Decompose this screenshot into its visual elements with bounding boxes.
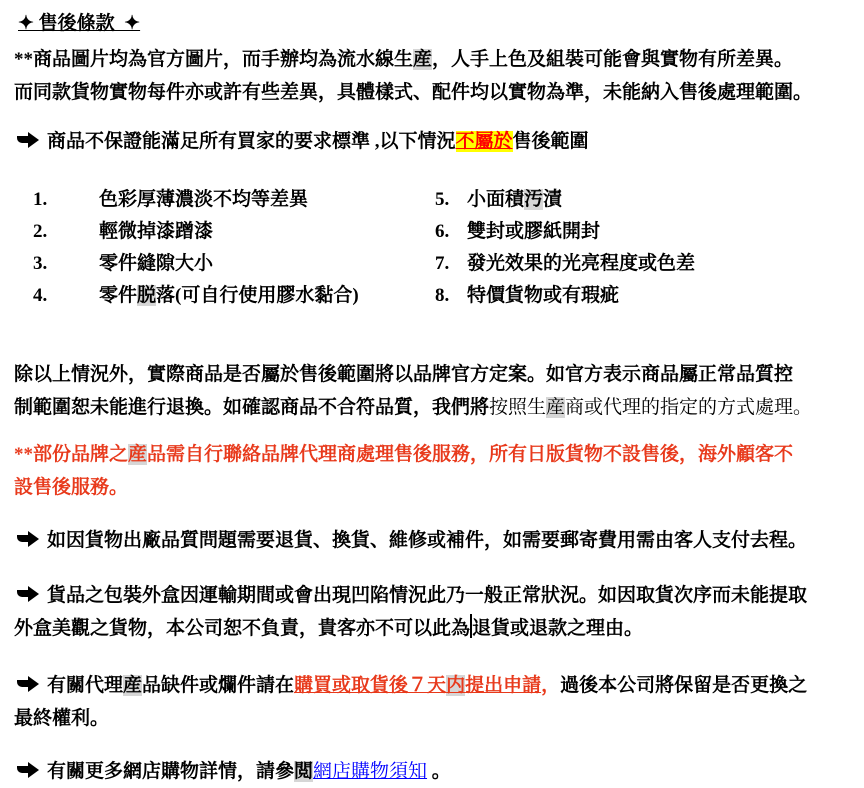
text-run: 貨品之包裝外盒因運輸期間或會出現凹陷情況此乃一般正常狀況。如因取貨次序而未能提取	[47, 585, 808, 606]
paragraph-return-postage	[14, 524, 850, 557]
substituted-char: 産	[123, 675, 143, 696]
list-number: 6.	[435, 221, 450, 242]
list-item-text	[467, 248, 695, 280]
text-run: 過後本公司將保留是否更換之	[560, 675, 808, 696]
text-run: 落(可自行使用膠水黏合)	[156, 285, 359, 306]
paragraph-official-images	[14, 43, 850, 109]
text-run: 特價貨物或有瑕疵	[467, 285, 620, 306]
list-item	[435, 216, 850, 248]
red-underlined-text: 提出申請	[465, 675, 542, 696]
text-run: 發光效果的光亮程度或色差	[467, 253, 696, 274]
list-item	[435, 280, 850, 312]
text-run: 雙封或膠紙開封	[467, 221, 601, 242]
list-number: 4.	[33, 285, 48, 306]
exclusions-list	[14, 184, 850, 312]
list-number: 2.	[33, 221, 48, 242]
substituted-char: 産	[546, 397, 566, 418]
paragraph-box-dents	[14, 579, 850, 645]
red-text-run: 設售後服務。	[14, 477, 129, 498]
text-run: 外盒美觀之貨物，本公司恕不負責，貴客亦不可以此為	[14, 618, 471, 639]
page-title	[18, 8, 850, 35]
text-run: 售後範圍	[512, 131, 589, 152]
list-item-text	[467, 280, 619, 312]
list-item-text	[467, 184, 562, 216]
arrow-icon	[14, 531, 40, 548]
text-run: **商品圖片均為官方圖片，而手辦均為流水線生	[14, 49, 414, 70]
paragraph-brand-agent-red-note	[14, 438, 850, 504]
list-number: 7.	[435, 253, 450, 274]
substituted-char: 脱	[137, 285, 157, 306]
paragraph-more-info-link	[14, 755, 850, 788]
list-item	[435, 248, 850, 280]
list-item	[33, 280, 435, 312]
text-run: 制範圍恕未能進行退換。如確認商品不合符品質，我們將	[14, 397, 490, 418]
text-run: ，人手上色及組裝可能會與實物有所差異。	[432, 49, 794, 70]
red-underlined-text: 購買或取貨後７天	[294, 675, 447, 696]
substituted-char-red: 産	[128, 444, 148, 465]
paragraph-brand-decision	[14, 358, 850, 424]
text-run: 漬	[543, 189, 563, 210]
text-run: 色彩厚薄濃淡不均等差異	[99, 189, 309, 210]
list-item-text	[99, 216, 213, 248]
list-number: 5.	[435, 189, 450, 210]
text-run: 而同款貨物實物每件亦或許有些差異，具體樣式、配件均以實物為準，未能納入售後處理範圍。	[14, 82, 813, 103]
paragraph-not-covered-intro	[14, 125, 850, 158]
list-item	[33, 216, 435, 248]
substituted-char-red-underlined: 内	[446, 675, 466, 696]
list-item-text	[99, 280, 359, 312]
text-run: 。	[427, 761, 451, 782]
text-run: 如因貨物出廠品質問題需要退貨、換貨、維修或補件，如需要郵寄費用需由客人支付去程。	[47, 530, 808, 551]
shop-notice-link[interactable]: 網店購物須知	[313, 761, 428, 782]
substituted-char: 産	[413, 49, 433, 70]
list-number: 8.	[435, 285, 450, 306]
red-text-run: ，	[541, 675, 561, 696]
text-run: 最終權利。	[14, 708, 110, 729]
exclusions-list-right	[435, 184, 850, 312]
exclusions-list-left	[14, 184, 435, 312]
arrow-icon	[14, 586, 40, 603]
text-run: 品缺件或爛件請在	[142, 675, 295, 696]
text-run-light: 按照生	[489, 397, 547, 418]
list-item	[33, 184, 435, 216]
arrow-icon	[14, 762, 40, 779]
text-run: 小面積	[467, 189, 525, 210]
text-run: 零件縫隙大小	[99, 253, 214, 274]
text-run: 輕微掉漆蹭漆	[99, 221, 214, 242]
arrow-icon	[14, 676, 40, 693]
text-run: 有關更多網店購物詳情，請參	[47, 761, 295, 782]
text-run-light: 商或代理的指定的方式處理。	[565, 397, 813, 418]
arrow-icon	[14, 132, 40, 149]
text-run: 有關代理	[47, 675, 124, 696]
list-item	[33, 248, 435, 280]
text-run: 商品不保證能滿足所有買家的要求標準 ,以下情況	[47, 131, 456, 152]
list-item-text	[467, 216, 600, 248]
list-number: 1.	[33, 189, 48, 210]
substituted-char: 汚	[524, 189, 544, 210]
red-text-run: 品需自行聯絡品牌代理商處理售後服務，所有日版貨物不設售後，海外顧客不	[147, 444, 794, 465]
substituted-char: 閲	[294, 761, 314, 782]
list-item	[435, 184, 850, 216]
paragraph-7-day-claim	[14, 669, 850, 735]
text-run: 退貨或退款之理由。	[472, 618, 644, 639]
list-item-text	[99, 248, 213, 280]
text-run: ✦ 售後條款 ✦	[18, 13, 141, 34]
text-run: 零件	[99, 285, 138, 306]
list-item-text	[99, 184, 308, 216]
red-text-run: **部份品牌之	[14, 444, 129, 465]
highlighted-not-covered-text: 不屬於	[455, 131, 513, 152]
text-run: 除以上情況外，實際商品是否屬於售後範圍將以品牌官方定案。如官方表示商品屬正常品質控	[14, 364, 794, 385]
list-number: 3.	[33, 253, 48, 274]
